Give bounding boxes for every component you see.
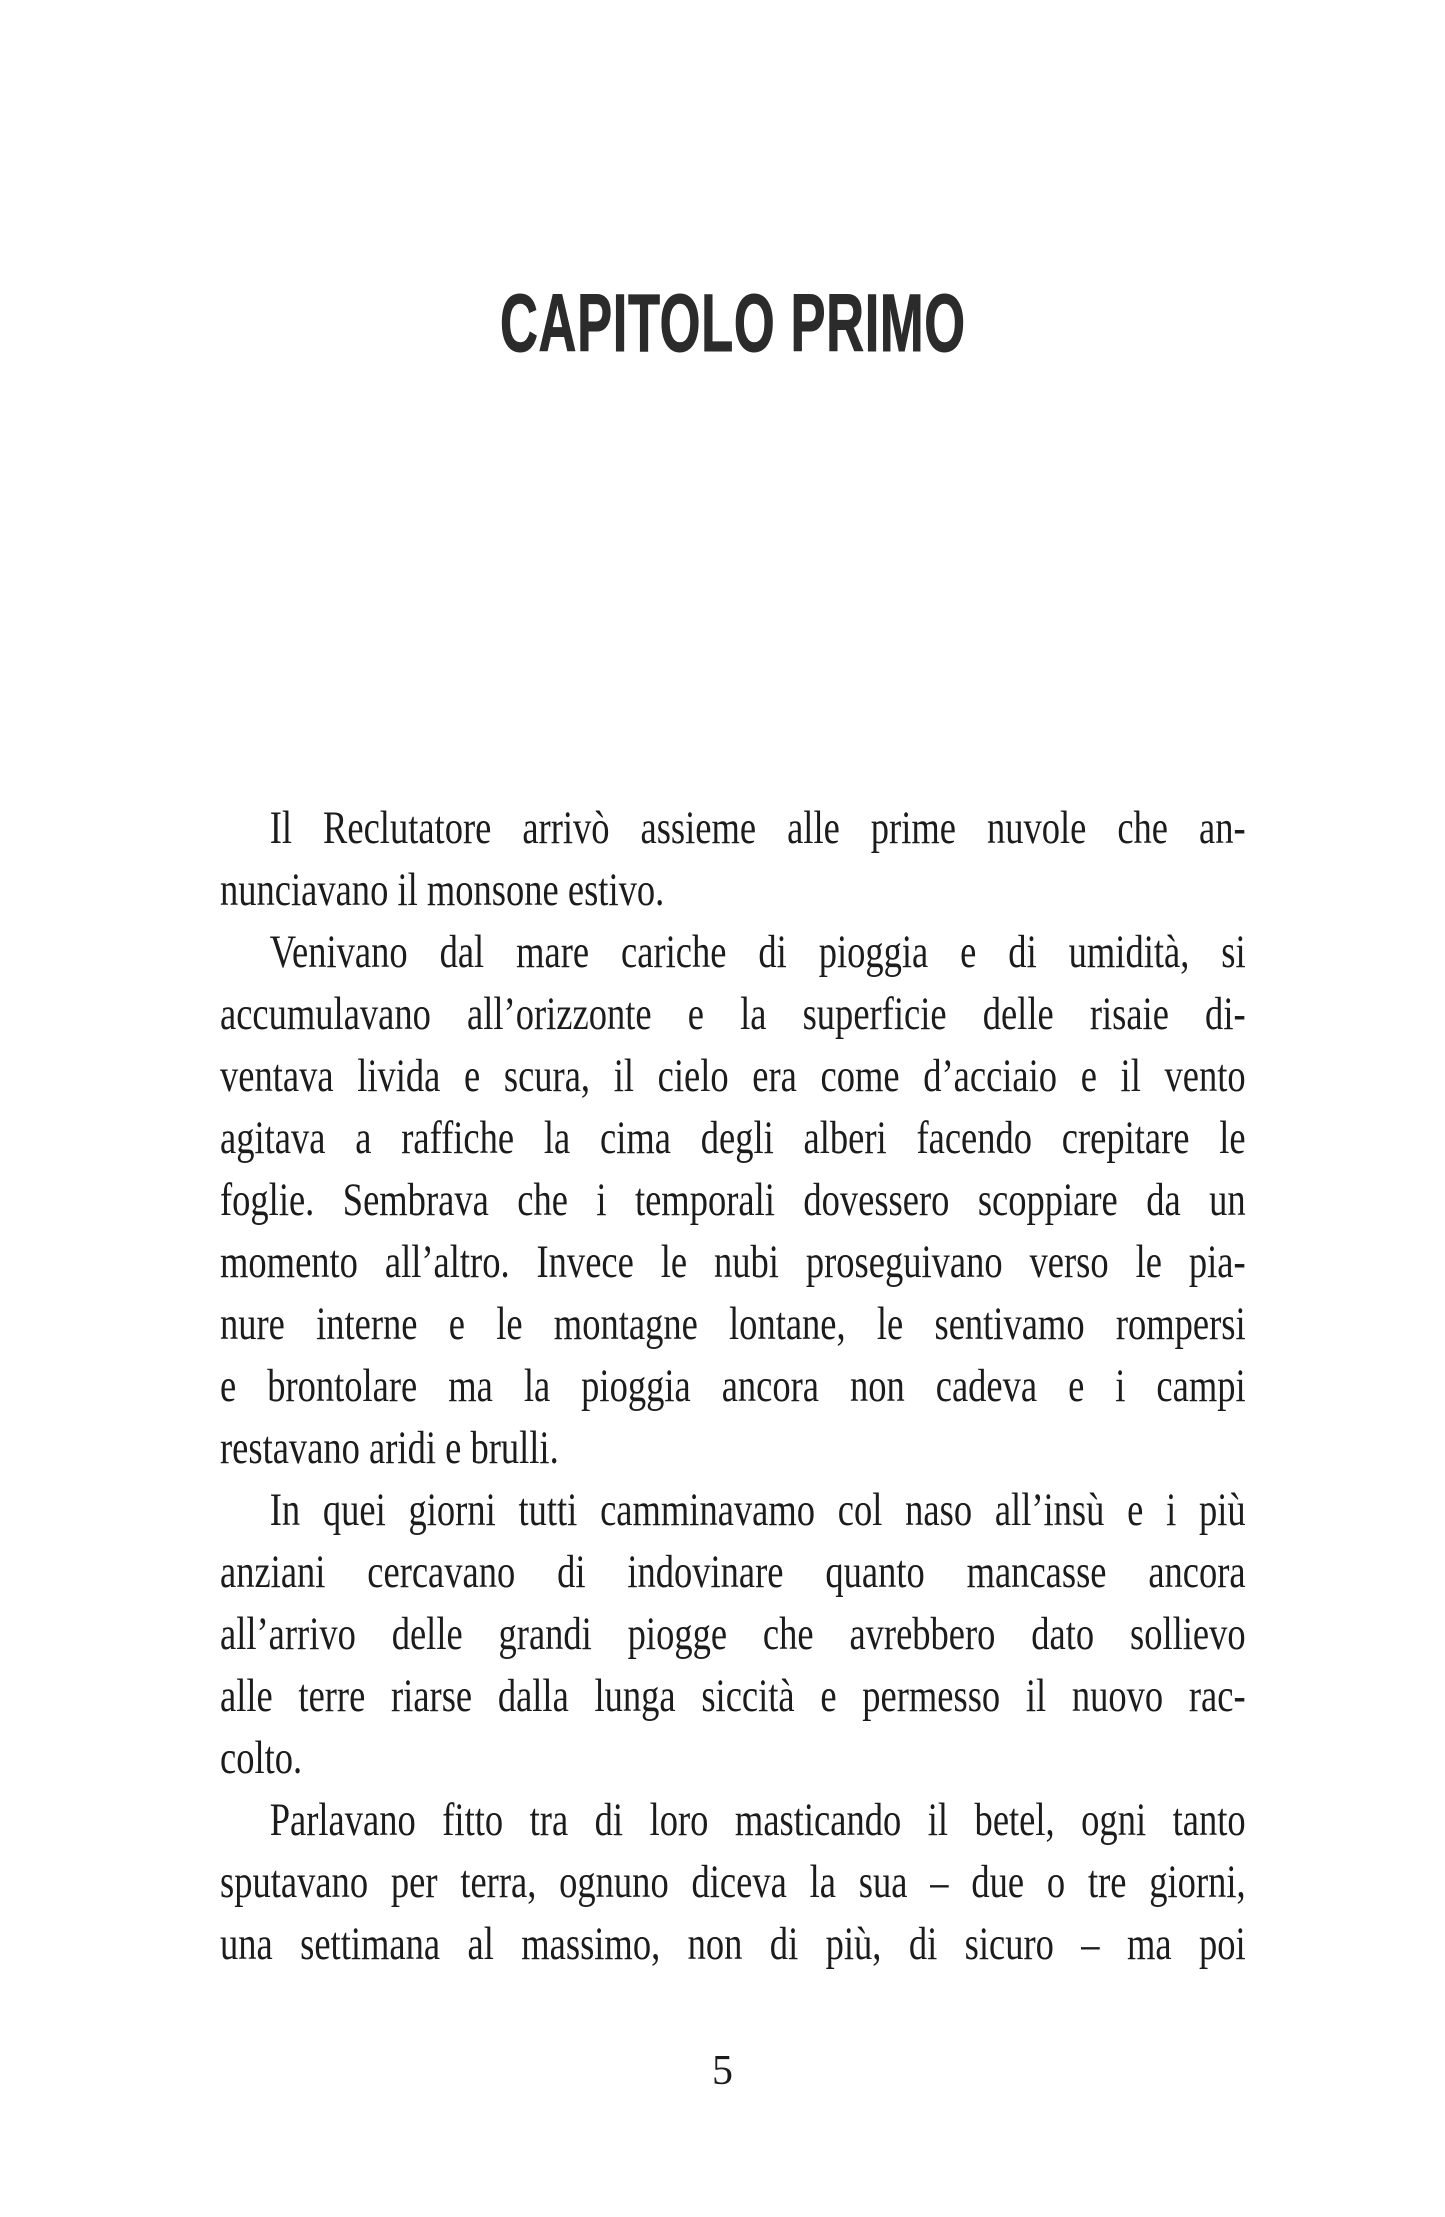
body-line: alle terre riarse dalla lunga siccità e permesso il nuovo rac- (220, 1670, 1246, 1722)
body-text (220, 797, 1246, 1975)
body-line: Venivano dal mare cariche di pioggia e di umidità, si (269, 926, 1246, 978)
body-line: accumulavano all’orizzonte e la superficie delle risaie di- (220, 988, 1246, 1040)
body-line: restavano aridi e brulli. (220, 1422, 559, 1474)
body-line: una settimana al massimo, non di più, di sicuro – ma poi (220, 1918, 1246, 1970)
body-line: ventava livida e scura, il cielo era come d’acciaio e il vento (220, 1050, 1246, 1102)
body-line: nunciavano il monsone estivo. (220, 864, 665, 916)
body-line: sputavano per terra, ognuno diceva la sua – due o tre giorni, (220, 1856, 1246, 1908)
body-line: Parlavano fitto tra di loro masticando il betel, ogni tanto (269, 1794, 1246, 1846)
body-line: In quei giorni tutti camminavamo col naso all’insù e i più (269, 1484, 1246, 1536)
body-line: e brontolare ma la pioggia ancora non cadeva e i campi (220, 1360, 1246, 1412)
body-line: foglie. Sembrava che i temporali dovessero scoppiare da un (220, 1174, 1246, 1226)
page-number: 5 (712, 2048, 733, 2094)
body-line: colto. (220, 1732, 303, 1784)
body-line: anziani cercavano di indovinare quanto mancasse ancora (220, 1546, 1246, 1598)
chapter-heading: CAPITOLO PRIMO (500, 278, 966, 369)
chapter-heading-container (220, 278, 1246, 369)
body-line: nure interne e le montagne lontane, le sentivamo rompersi (220, 1298, 1246, 1350)
body-line: Il Reclutatore arrivò assieme alle prime nuvole che an- (269, 802, 1246, 854)
body-line: all’arrivo delle grandi piogge che avrebbero dato sollievo (220, 1608, 1246, 1660)
body-line: agitava a raffiche la cima degli alberi facendo crepitare le (220, 1112, 1246, 1164)
body-line: momento all’altro. Invece le nubi proseguivano verso le pia- (220, 1236, 1246, 1288)
